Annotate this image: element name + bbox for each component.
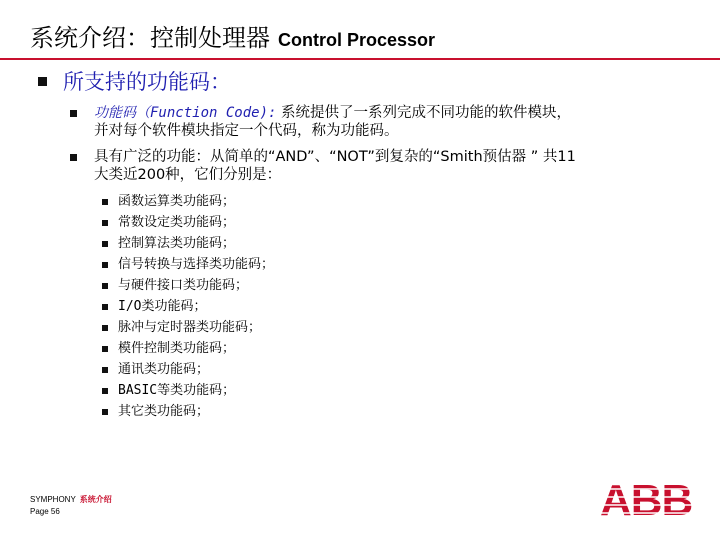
category-text: 控制算法类功能码； [118, 236, 236, 251]
category-text: 脉冲与定时器类功能码； [118, 320, 262, 335]
footer-brand-subtitle: 系统介绍 [79, 495, 112, 504]
category-text: 常数设定类功能码； [118, 215, 236, 230]
abb-logo [600, 480, 692, 520]
square-bullet-icon [102, 409, 108, 415]
bullet-text-line2: 大类近200种，它们分别是： [94, 167, 282, 183]
square-bullet-icon [38, 77, 47, 86]
category-text: 信号转换与选择类功能码； [118, 257, 275, 272]
footer-brand: SYMPHONY [30, 495, 76, 504]
square-bullet-icon [102, 220, 108, 226]
slide-footer [30, 494, 112, 518]
section-heading-text: 所支持的功能码： [63, 70, 231, 94]
category-text: I/O类功能码； [118, 299, 207, 314]
square-bullet-icon [102, 388, 108, 394]
square-bullet-icon [102, 325, 108, 331]
square-bullet-icon [102, 346, 108, 352]
square-bullet-icon [102, 241, 108, 247]
category-text: 通讯类功能码； [118, 362, 210, 377]
square-bullet-icon [102, 367, 108, 373]
category-text: 与硬件接口类功能码； [118, 278, 249, 293]
category-text: 函数运算类功能码； [118, 194, 236, 209]
square-bullet-icon [70, 110, 77, 117]
abb-logo-text: ABB [600, 480, 692, 520]
category-text: BASIC等类功能码； [118, 383, 236, 398]
category-text: 模件控制类功能码； [118, 341, 236, 356]
bullet-text-line1: 系统提供了一系列完成不同功能的软件模块， [276, 105, 572, 121]
bullet-text-line2: 并对每个软件模块指定一个代码，称为功能码。 [94, 123, 399, 139]
function-code-term: 功能码（Function Code): [94, 105, 277, 121]
slide-title-english: Control Processor [278, 30, 436, 50]
slide-title-chinese: 系统介绍：控制处理器 [30, 24, 270, 52]
square-bullet-icon [102, 283, 108, 289]
page-number: Page 56 [30, 507, 60, 516]
square-bullet-icon [102, 304, 108, 310]
square-bullet-icon [102, 199, 108, 205]
section-heading [38, 66, 231, 96]
bullet-text-line1: 具有广泛的功能：从简单的“AND”、“NOT”到复杂的“Smith预估器 ” 共11 [94, 149, 576, 165]
square-bullet-icon [102, 262, 108, 268]
square-bullet-icon [70, 154, 77, 161]
category-text: 其它类功能码； [118, 404, 210, 419]
title-underline [0, 58, 720, 60]
slide-title [30, 18, 435, 53]
